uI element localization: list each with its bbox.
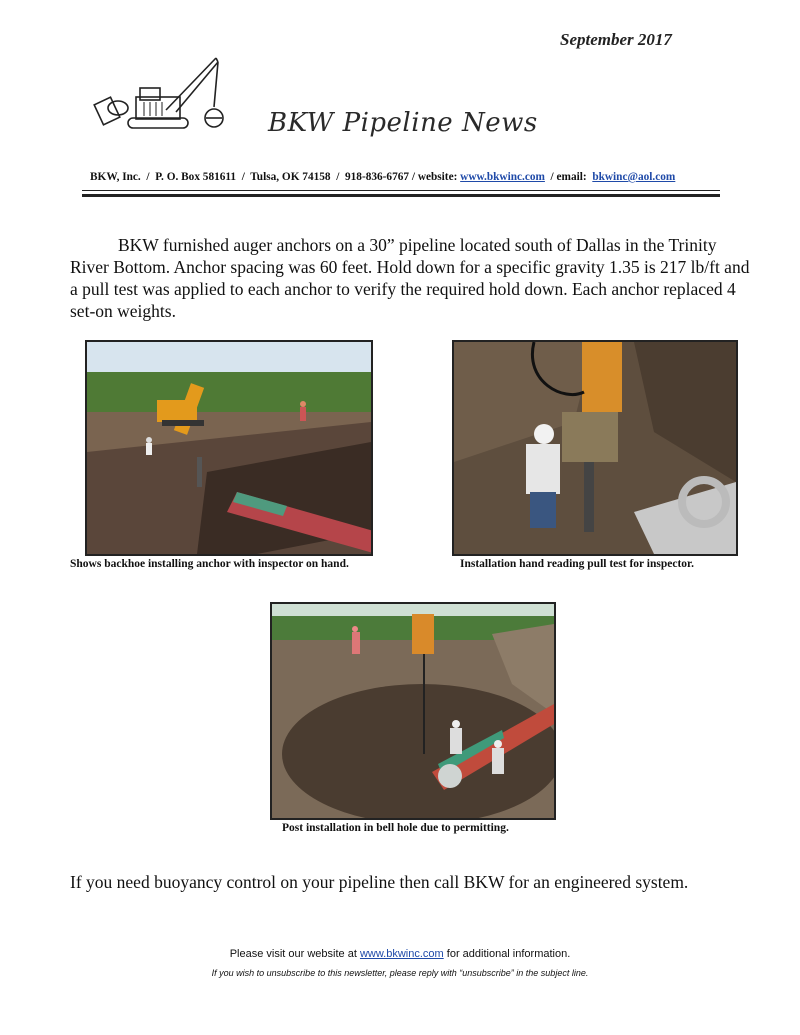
footer-unsubscribe-note: If you wish to unsubscribe to this newsletter, please reply with “unsubscribe” in the subject line. [211, 968, 589, 978]
city: Tulsa, OK 74158 [250, 171, 331, 183]
intro-paragraph: BKW furnished auger anchors on a 30” pipeline located south of Dallas in the Trinity River Bottom. Anchor spacing was 60 feet. Hold down for a specific gravity 1.35 is 217 lb/ft and a pull test was applied to each anchor to verify the required hold down. Each anchor replaced 4 set-on weights. [70, 235, 750, 321]
po-box: P. O. Box 581611 [155, 171, 237, 183]
website-link[interactable]: www.bkwinc.com [460, 171, 545, 183]
email-label: email: [556, 171, 587, 183]
header-rule-thick [82, 194, 720, 197]
bkw-logo [88, 52, 228, 142]
closing-paragraph: If you need buoyancy control on your pipeline then call BKW for an engineered system. [70, 872, 689, 892]
caption-photo-3: Post installation in bell hole due to permitting. [282, 822, 509, 834]
caption-photo-2: Installation hand reading pull test for inspector. [460, 558, 694, 570]
photo-pull-test [452, 340, 738, 556]
footer-visit-suffix: for additional information. [446, 948, 571, 960]
photo-backhoe [85, 340, 373, 556]
phone: 918-836-6767 [345, 171, 410, 183]
newsletter-date: September 2017 [560, 30, 672, 49]
footer-visit-prefix: Please visit our website at [229, 948, 357, 960]
contact-line: BKW, Inc. / P. O. Box 581611 / Tulsa, OK 74158 / 918-836-6767 / website: www.bkwinc.com / email: bkwinc@aol.com [90, 171, 676, 183]
footer-website-link[interactable]: www.bkwinc.com [359, 948, 444, 960]
caption-photo-1: Shows backhoe installing anchor with inspector on hand. [70, 558, 349, 570]
photo-bell-hole [270, 602, 556, 820]
website-label: website: [417, 171, 458, 183]
footer-visit-line [0, 948, 800, 960]
company-name: BKW, Inc. [90, 171, 141, 183]
newsletter-title: BKW Pipeline News [268, 108, 538, 138]
email-link[interactable]: bkwinc@aol.com [592, 171, 676, 183]
header-rule-thin [82, 190, 720, 191]
